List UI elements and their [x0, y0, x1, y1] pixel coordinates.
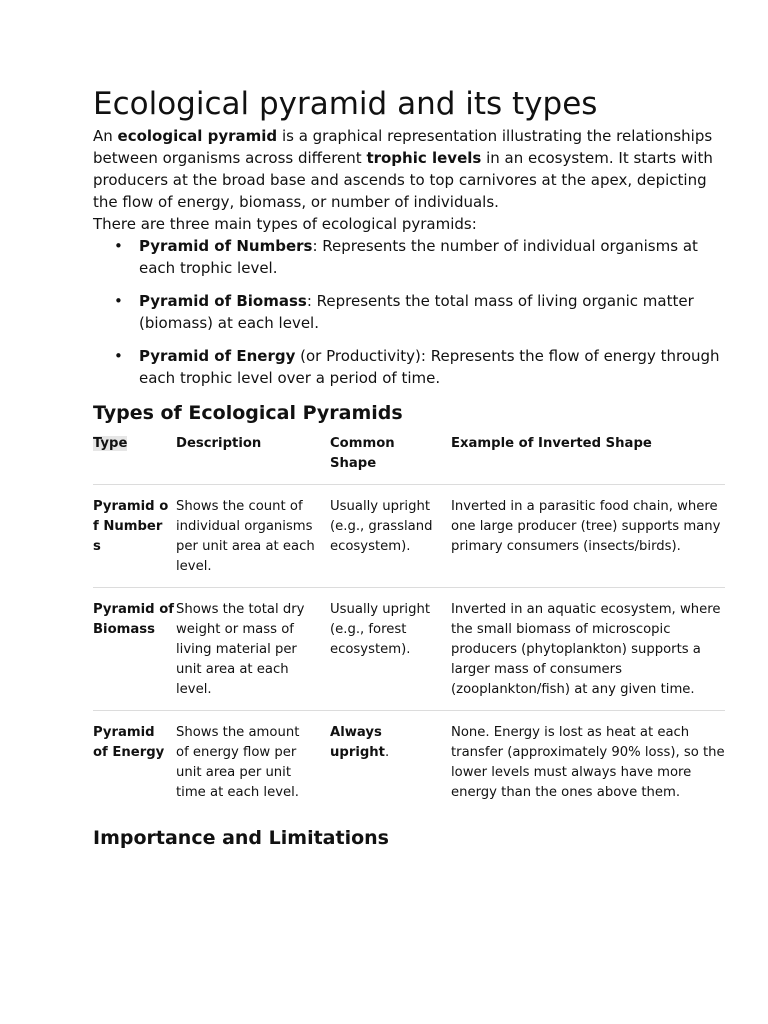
cell-example: Inverted in a parasitic food chain, where one large producer (tree) supports many primary consumers (insects/birds). — [451, 485, 725, 588]
cell-shape-text: . — [385, 745, 390, 760]
list-item — [93, 345, 725, 389]
cell-shape-text: Usually upright (e.g., forest ecosystem). — [330, 602, 431, 657]
types-list — [93, 235, 725, 389]
column-header-label: Common Shape — [330, 436, 395, 471]
intro-term-trophic-levels: trophic levels — [366, 149, 482, 167]
list-item-desc: : Represents the total mass of living organic matter (biomass) at each level. — [139, 292, 694, 332]
list-item-name: Pyramid of Biomass — [139, 292, 307, 310]
cell-shape — [330, 588, 451, 711]
bullet-icon: • — [114, 237, 123, 255]
intro-term-ecological-pyramid: ecological pyramid — [117, 127, 278, 145]
table-row — [93, 485, 725, 588]
document-content — [93, 84, 725, 851]
column-header-inverted-example: Example of Inverted Shape — [451, 436, 652, 451]
column-header-description: Description — [176, 436, 262, 451]
intro-text: in an ecosystem. It starts with producers at the broad base and ascends to top carnivores at the apex, depicting the flow of energy, biomass, or number of individuals. — [93, 149, 713, 211]
table-header-row — [93, 434, 725, 485]
types-lead: There are three main types of ecological pyramids: — [93, 215, 477, 233]
cell-shape-text: Usually upright (e.g., grassland ecosystem). — [330, 499, 433, 554]
page-title: Ecological pyramid and its types — [93, 86, 598, 122]
list-item — [93, 235, 725, 279]
pyramid-types-table — [93, 434, 725, 813]
cell-description: Shows the amount of energy flow per unit area per unit time at each level. — [176, 711, 330, 814]
list-item-name: Pyramid of Energy — [139, 347, 296, 365]
cell-shape-emphasis: Always upright — [330, 725, 385, 760]
intro-text: An — [93, 127, 118, 145]
cell-description: Shows the total dry weight or mass of living material per unit area at each level. — [176, 588, 330, 711]
column-header-label: Type — [93, 436, 128, 451]
intro-paragraph — [93, 125, 725, 213]
table-row — [93, 711, 725, 814]
bullet-icon: • — [114, 347, 123, 365]
cell-description: Shows the count of individual organisms per unit area at each level. — [176, 485, 330, 588]
section-heading-importance: Importance and Limitations — [93, 827, 389, 849]
table-row — [93, 588, 725, 711]
cell-shape — [330, 485, 451, 588]
list-item — [93, 290, 725, 334]
cell-type: Pyramid of Numbers — [93, 485, 176, 588]
list-item-extra: (or Productivity) — [295, 347, 421, 365]
cell-example: Inverted in an aquatic ecosystem, where the small biomass of microscopic producers (phytoplankton) supports a larger mass of consumers (zooplankton/fish) at any given time. — [451, 588, 725, 711]
section-heading-types: Types of Ecological Pyramids — [93, 402, 403, 424]
list-item-desc: : Represents the number of individual organisms at each trophic level. — [139, 237, 698, 277]
cell-type: Pyramid of Energy — [93, 711, 176, 814]
intro-text: is a graphical representation illustrating the relationships between organisms across different — [93, 127, 713, 167]
cell-type: Pyramid of Biomass — [93, 588, 176, 711]
list-item-desc: : Represents the flow of energy through each trophic level over a period of time. — [139, 347, 720, 387]
bullet-icon: • — [114, 292, 123, 310]
cell-example: None. Energy is lost as heat at each transfer (approximately 90% loss), so the lower levels must always have more energy than the ones above them. — [451, 711, 725, 814]
cell-shape — [330, 711, 451, 814]
column-header-common-shape — [330, 434, 451, 485]
list-item-name: Pyramid of Numbers — [139, 237, 313, 255]
column-header-type — [93, 434, 176, 485]
